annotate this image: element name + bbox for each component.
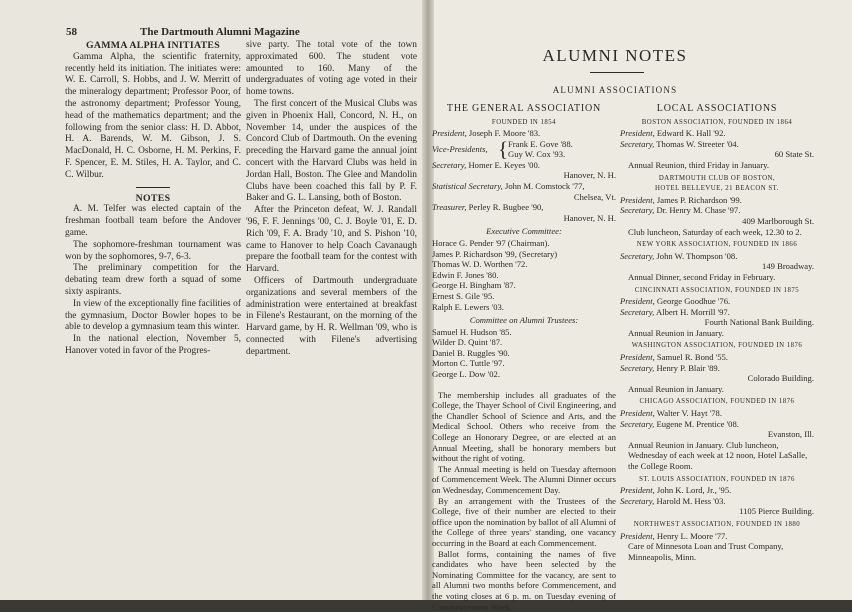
notes-paragraph: In view of the exceptionally fine facilities of the gymnasium, Doctor Bowler hopes to be able to develop a gymnasium team this winter. — [65, 298, 241, 333]
association-header: WASHINGTON ASSOCIATION, FOUNDED IN 1876 — [631, 342, 803, 350]
member: Horace G. Pender '97 (Chairman). — [432, 237, 550, 248]
label: President, — [620, 194, 655, 205]
notes-paragraph: The preliminary competition for the debating team drew forth a squad of some sixty aspirants. — [65, 263, 241, 297]
reunion: Annual Reunion in January. — [628, 327, 724, 338]
member: Samuel H. Hudson '85. — [432, 326, 512, 337]
president-line — [620, 352, 814, 363]
label: Secretary, — [432, 159, 467, 170]
general-association-column — [432, 104, 616, 612]
notes-heading: NOTES — [135, 192, 171, 204]
president-line — [620, 128, 814, 139]
page-number: 58 — [66, 26, 77, 38]
reunion: Annual Reunion, third Friday in January. — [628, 159, 769, 170]
label: Secretary, — [620, 495, 655, 506]
gamma-alpha-text: Gamma Alpha, the scientific fraternity, recently held its initiation. The initiates were: W. E. Carroll, S. Hobbs, and J. W. Merritt of the mineralogy department; Professor Poor, of the astronomy department; Professor Young, head of the mathematics department; and the following from the senior class: H. D. Abbot, H. A. Barends, W. M. Gibson, J. S. MacDonald, H. C. Osborne, H. M. Perkins, F. F. Spencer, E. M. Stiles, H. A. Taylor, and C. C. Wilbur. — [65, 51, 241, 180]
treasurer-line — [432, 202, 616, 213]
paragraph: Ballot forms, containing the names of five candidates who have been selected by the Nominating Committee for the vacancy, are sent to all Alumni two months before Commencement, and the voting closes at 6 p. m. on Tuesday evening of Commencement Week. — [432, 548, 616, 612]
association-header: DARTMOUTH CLUB OF BOSTON, — [658, 174, 776, 182]
paragraph: The Annual meeting is held on Tuesday afternoon of Commencement Week. The Alumni Dinner occurs on Wednesday, Commencement Day. — [432, 463, 616, 495]
trustees-committee-heading: Committee on Alumni Trustees: — [469, 315, 579, 326]
paragraph: The membership includes all graduates of the College, the Thayer School of Civil Engineering, and the Chandler School of Science and Arts, and the Medical School. Others who receive from the College an Honorary Degree, or are elected at an Annual Meeting, shall be honorary members but without the right of voting. — [432, 389, 616, 464]
association-header: NEW YORK ASSOCIATION, FOUNDED IN 1866 — [636, 241, 798, 249]
dinner: Annual Dinner, second Friday in February. — [628, 271, 776, 282]
membership-text — [432, 390, 616, 612]
label: President, — [620, 408, 655, 419]
member: Thomas W. D. Worthen '72. — [432, 259, 528, 270]
general-association-heading: THE GENERAL ASSOCIATION — [446, 103, 602, 114]
place: Hanover, N. H. — [563, 170, 616, 181]
president-line — [620, 296, 814, 307]
divider — [136, 187, 170, 188]
name: John M. Comstock '77, — [504, 180, 585, 191]
notes-paragraph: A. M. Telfer was elected captain of the freshman football team before the Andover game. — [65, 204, 241, 238]
address: 60 State St. — [774, 149, 814, 160]
member: Edwin F. Jones '80. — [432, 269, 499, 280]
label: President, — [620, 296, 655, 307]
secretary-line — [620, 307, 814, 318]
notes-paragraph: In the national election, November 5, Hanover voted in favor of the Progres- — [65, 334, 241, 356]
label: President, — [432, 128, 467, 139]
name: Eugene M. Prentice '08. — [656, 418, 739, 429]
member: James P. Richardson '99, (Secretary) — [432, 248, 558, 259]
column2-paragraph: The first concert of the Musical Clubs was given in Phoenix Hall, Concord, N. H., on November 14, under the auspices of the Concord Club of Dartmouth. On the evening preceding the Harvard game the annual joint concert with the Harvard Clubs was held in Jordan Hall, Boston. The Glee and Mandolin Clubs have been coached this fall by P. F. Baker and G. L. Lansing, both of Boston. — [246, 98, 417, 204]
name: George Goodhue '76. — [656, 296, 731, 307]
title-rule — [590, 72, 644, 73]
reunion: Annual Reunion in January. — [628, 383, 724, 394]
association-header: ST. LOUIS ASSOCIATION, FOUNDED IN 1876 — [639, 475, 795, 483]
president-line — [620, 408, 814, 419]
secretary-line — [620, 251, 814, 262]
address: Evanston, Ill. — [767, 429, 814, 440]
notes-paragraph: The sophomore-freshman tournament was won by the sophomores, 9-7, 6-3. — [65, 239, 241, 262]
label: Secretary, — [620, 138, 655, 149]
address: 1105 Pierce Building. — [739, 506, 814, 517]
association-header: CINCINNATI ASSOCIATION, FOUNDED IN 1875 — [634, 286, 800, 294]
column2-paragraph: sive party. The total vote of the town approximated 600. The student vote amounted to 160. Many of the undergraduates of voting age voted in their home towns. — [246, 40, 417, 98]
member: Daniel B. Ruggles '90. — [432, 347, 510, 358]
magazine-title: The Dartmouth Alumni Magazine — [140, 26, 300, 38]
label: President, — [620, 530, 655, 541]
left-column-2 — [246, 40, 417, 359]
association-subheader: HOTEL BELLEVUE, 21 BEACON ST. — [655, 185, 779, 193]
executive-committee-heading: Executive Committee: — [486, 226, 562, 237]
label: Statistical Secretary, — [432, 180, 503, 191]
label: Secretary, — [620, 250, 655, 261]
address: Fourth National Bank Building. — [704, 317, 814, 328]
secretary-line — [432, 160, 616, 171]
secretary-line — [620, 139, 814, 150]
president-line — [620, 531, 814, 542]
address: 409 Marlborough St. — [742, 215, 814, 226]
address: 149 Broadway. — [762, 261, 814, 272]
name: Harold M. Hess '03. — [656, 495, 726, 506]
brace: { — [498, 136, 509, 161]
founded-line: FOUNDED IN 1854 — [491, 118, 557, 126]
name: Henry P. Blair '89. — [656, 362, 720, 373]
local-associations-column — [620, 104, 814, 562]
president-line — [432, 128, 616, 139]
association-header: CHICAGO ASSOCIATION, FOUNDED IN 1876 — [639, 398, 795, 406]
gamma-alpha-heading: GAMMA ALPHA INITIATES — [85, 40, 221, 51]
reunion: Annual Reunion in January. Club luncheon, Wednesday of each week at 12 noon, Hotel LaSalle, the College Room. — [628, 439, 808, 471]
place: Hanover, N. H. — [563, 212, 616, 223]
secretary-line — [620, 419, 814, 430]
name: John W. Thompson '08. — [656, 250, 738, 261]
alumni-associations-subtitle: ALUMNI ASSOCIATIONS — [552, 85, 678, 95]
name: James P. Richardson '99. — [656, 194, 742, 205]
left-page — [0, 0, 428, 600]
secretary-line — [620, 496, 814, 507]
vice-presidents — [432, 136, 616, 161]
member: George L. Dow '02. — [432, 369, 500, 380]
label: President, — [620, 485, 655, 496]
name: Walter V. Hayt '78. — [656, 408, 722, 419]
president-line — [620, 485, 814, 496]
name: Edward K. Hall '92. — [656, 128, 726, 139]
name: Albert H. Morrill '97. — [655, 306, 730, 317]
name: Perley R. Bugbee '90, — [468, 202, 544, 213]
statistical-secretary-line — [432, 181, 616, 192]
label: President, — [620, 352, 655, 363]
president-line — [620, 195, 814, 206]
member: George H. Bingham '87. — [432, 280, 516, 291]
secretary-line — [620, 205, 814, 216]
member: Ernest S. Gile '95. — [432, 290, 495, 301]
name: Frank E. Gove '88. — [508, 138, 573, 149]
paragraph: By an arrangement with the Trustees of the College, five of their number are elected to their office upon the nomination by ballot of all Alumni of the College of three years' standing, one vacancy occurring in the Board at each Commencement. — [432, 495, 616, 548]
member: Wilder D. Quint '87. — [432, 337, 503, 348]
label: President, — [620, 128, 655, 139]
label: Secretary, — [620, 205, 655, 216]
secretary-line — [620, 363, 814, 374]
association-header: BOSTON ASSOCIATION, FOUNDED IN 1864 — [641, 118, 793, 126]
luncheon: Club luncheon, Saturday of each week, 12.30 to 2. — [628, 226, 802, 237]
column2-paragraph: Officers of Dartmouth undergraduate organizations and several members of the administration were entertained at breakfast in Filene's Restaurant, on the morning of the Harvard game, by H. R. Wellman '09, who is connected with Filene's advertising department. — [246, 275, 417, 357]
place: Chelsea, Vt. — [573, 191, 616, 202]
member: Morton C. Tuttle '97. — [432, 358, 505, 369]
name: John K. Lord, Jr., '95. — [656, 485, 732, 496]
name: Henry L. Moore '77. — [656, 530, 728, 541]
label: Secretary, — [620, 362, 655, 373]
local-associations-heading: LOCAL ASSOCIATIONS — [656, 103, 778, 114]
name: Joseph F. Moore '83. — [468, 128, 541, 139]
label: Secretary, — [620, 306, 655, 317]
left-column-1 — [65, 40, 241, 358]
label: Secretary, — [620, 418, 655, 429]
column2-paragraph: After the Princeton defeat, W. J. Randall '96, F. F. Jennings '00, C. J. Boyle '01, E. D. Rich '09, F. A. Brady '10, and S. Pishon '10, came to Hanover to help Coach Cavanaugh prepare the football team for the contest with Harvard. — [246, 205, 417, 275]
name: Guy W. Cox '93. — [508, 148, 566, 159]
member: Ralph E. Lewers '03. — [432, 301, 504, 312]
name: Samuel R. Bond '55. — [656, 352, 728, 363]
label: Vice-Presidents, — [432, 143, 488, 154]
label: Treasurer, — [432, 202, 467, 213]
address: Care of Minnesota Loan and Trust Company, Minneapolis, Minn. — [628, 541, 784, 562]
address: Colorado Building. — [747, 373, 814, 384]
alumni-notes-title: ALUMNI NOTES — [542, 46, 688, 65]
name: Thomas W. Streeter '04. — [656, 138, 739, 149]
name: Homer E. Keyes '00. — [468, 159, 540, 170]
association-header: NORTHWEST ASSOCIATION, FOUNDED IN 1880 — [633, 520, 801, 528]
name: Dr. Henry M. Chase '97. — [656, 205, 741, 216]
